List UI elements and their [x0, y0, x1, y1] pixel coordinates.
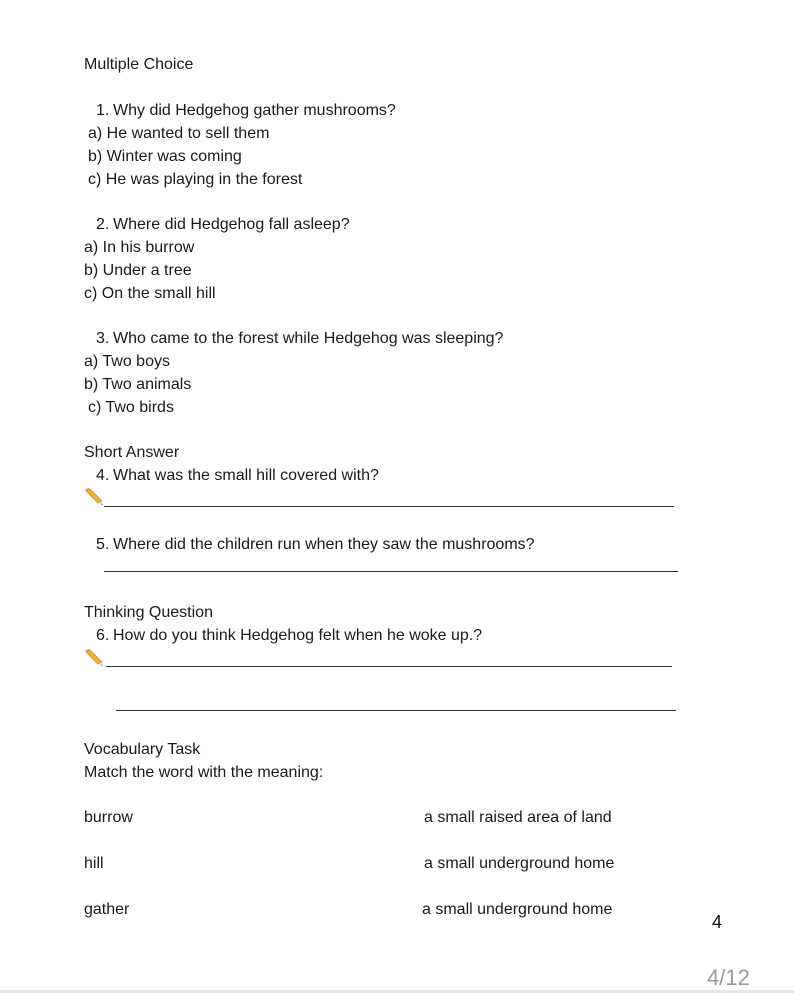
vocab-meaning-1: a small raised area of land — [424, 809, 612, 826]
question-4-number: 4. — [96, 467, 110, 484]
answer-line-6b[interactable] — [116, 710, 676, 711]
question-3-option-c: c) Two birds — [88, 399, 174, 416]
question-2-option-c: c) On the small hill — [84, 285, 216, 302]
question-4-text: What was the small hill covered with? — [113, 467, 379, 484]
answer-line-6a[interactable] — [106, 666, 672, 667]
question-6-number: 6. — [96, 627, 110, 644]
question-3-number: 3. — [96, 330, 110, 347]
answer-line-5[interactable] — [104, 571, 678, 572]
pencil-icon — [84, 487, 104, 507]
answer-line-4[interactable] — [104, 506, 674, 507]
section-heading-short-answer: Short Answer — [84, 444, 180, 461]
section-heading-vocabulary-task: Vocabulary Task — [84, 741, 201, 758]
match-instruction: Match the word with the meaning: — [84, 764, 324, 781]
question-2-option-a: a) In his burrow — [84, 239, 195, 256]
vocab-word-3: gather — [84, 901, 130, 918]
question-1-option-c: c) He was playing in the forest — [88, 171, 303, 188]
question-2-option-b: b) Under a tree — [84, 262, 192, 279]
question-1-option-b: b) Winter was coming — [88, 148, 242, 165]
question-5-number: 5. — [96, 536, 110, 553]
vocab-meaning-2: a small underground home — [424, 855, 615, 872]
question-3-text: Who came to the forest while Hedgehog was sleeping? — [113, 330, 504, 347]
question-1-text: Why did Hedgehog gather mushrooms? — [113, 102, 396, 119]
section-heading-multiple-choice: Multiple Choice — [84, 56, 194, 73]
page-number: 4 — [712, 912, 723, 932]
question-3-option-a: a) Two boys — [84, 353, 170, 370]
question-6-text: How do you think Hedgehog felt when he woke up.? — [113, 627, 483, 644]
question-2-text: Where did Hedgehog fall asleep? — [113, 216, 350, 233]
page-counter: 4/12 — [707, 965, 750, 990]
question-1-option-a: a) He wanted to sell them — [88, 125, 270, 142]
section-heading-thinking-question: Thinking Question — [84, 604, 213, 621]
question-5-text: Where did the children run when they saw the mushrooms? — [113, 536, 535, 553]
vocab-meaning-3: a small underground home — [422, 901, 613, 918]
question-2-number: 2. — [96, 216, 110, 233]
vocab-word-1: burrow — [84, 809, 133, 826]
pencil-icon — [84, 648, 104, 668]
question-1-number: 1. — [96, 102, 110, 119]
question-3-option-b: b) Two animals — [84, 376, 192, 393]
vocab-word-2: hill — [84, 855, 104, 872]
